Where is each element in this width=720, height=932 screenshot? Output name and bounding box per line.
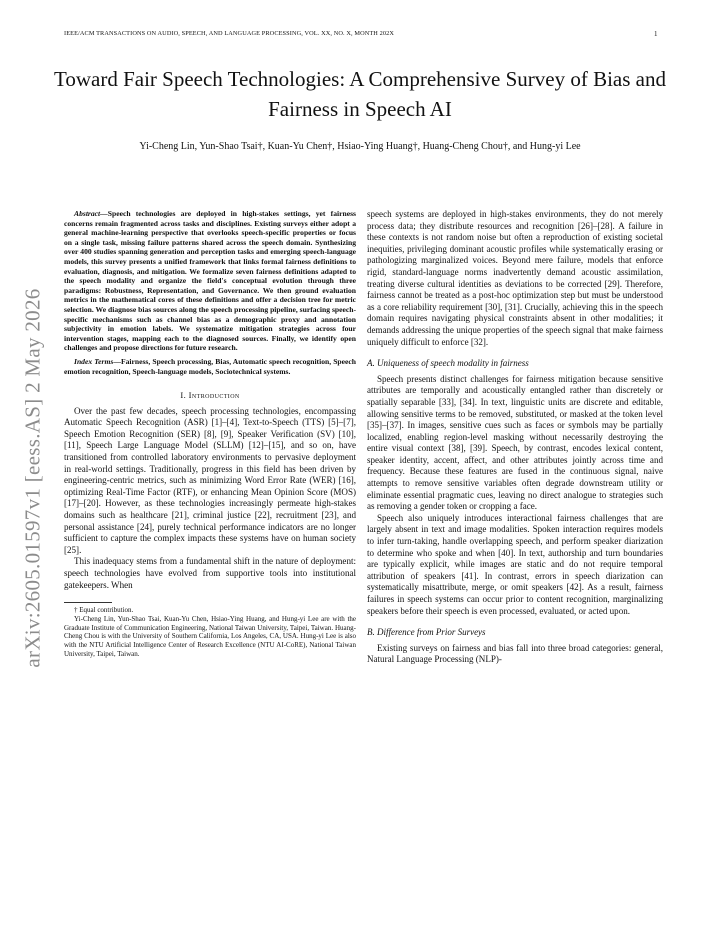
footnote-equal-contribution: † Equal contribution.	[74, 606, 134, 615]
right-column	[367, 209, 663, 666]
abstract	[64, 209, 356, 353]
intro-paragraph-2: This inadequacy stems from a fundamental shift in the nature of deployment: speech technologies have evolved from supportive tools into institutional gatekeepers. When	[64, 556, 356, 590]
running-head: IEEE/ACM TRANSACTIONS ON AUDIO, SPEECH, AND LANGUAGE PROCESSING, VOL. XX, NO. X, MONTH 202X	[64, 30, 395, 37]
abstract-text: Speech technologies are deployed in high-stakes settings, yet fairness concerns remain fragmented across tasks and disciplines. Existing surveys either adopt a general machine-learning perspective that overlooks speech-specific properties or focus on a single task, missing failure patterns shared across the speech domain. Synthesizing over 400 studies spanning generation and perception tasks and emerging speech-language models, this survey presents a unified framework that links formal fairness definitions to evaluation, diagnosis, and mitigation. We formalize seven fairness definitions adapted to the speech modality and organize the field's conceptual evolution through three paradigms: Robustness, Representation, and Governance. We then ground evaluation metrics in the mathematical cores of these definitions and offer a decision tree for metric selection. We diagnose bias sources along the speech processing pipeline, surfacing speech-specific mechanisms such as channel bias as a demographic proxy and annotation subjectivity in emotion labels. We systematize mitigation strategies across four intervention stages, mapping each to the diagnosed sources. Finally, we identify open challenges and propose directions for future research.	[64, 209, 356, 353]
subsection-heading-a: A. Uniqueness of speech modality in fairness	[367, 358, 529, 369]
subsection-a-paragraph-1: Speech presents distinct challenges for fairness mitigation because sensitive attributes are temporally and acoustically entangled rather than discretely or spatially separable [33], [34]. In text, linguistic units are discrete and editable, allowing sensitive terms to be removed, substituted, or masked at the token level [35]–[37]. In images, sensitive cues such as faces or symbols may be partially localized, enabling region-level masking without necessarily destroying the entire visual context [38], [39]. Speech, by contrast, encodes lexical content, speaker identity, accent, affect, and other attributes jointly across time and frequency. Because these features are fused in the continuous signal, naive attempts to remove sensitive variables often degrade downstream utility or eliminate essential pragmatic cues, leaving no direct analogue to strategies such as removing a gender token or cropping a face.	[367, 373, 663, 512]
index-terms-label: Index Terms—	[74, 356, 121, 366]
index-terms	[64, 357, 356, 376]
index-terms-text: Fairness, Speech processing, Bias, Automatic speech recognition, Speech emotion recognition, Speech-language models, Sociotechnical systems.	[64, 356, 356, 376]
arxiv-stamp-text: arXiv:2605.01597v1 [eess.AS] 2 May 2026	[20, 288, 45, 668]
arxiv-stamp	[21, 258, 45, 698]
abstract-label: Abstract—	[74, 209, 108, 218]
left-column	[64, 209, 356, 658]
intro-paragraph-continued: speech systems are deployed in high-stakes environments, they do not merely process data; they distribute resources and recognition [26]–[28]. A failure in these contexts is not random noise but often a reproduction of existing societal inequities, privileging dominant acoustic profiles while systematically erasing or pathologizing marginalized voices. Beyond mere failure, models that enforce rigid, standard-language norms inadvertently demand acoustic assimilation, treating diverse cultural identities as deviations to be corrected [29]. Therefore, fairness cannot be treated as a post-hoc optimization step but must be understood as a core reliability requirement [30], [31]. Crucially, achieving this in the speech domain requires navigating physical constraints absent in other modalities; it demands addressing the unique properties of the speech signal that make fairness uniquely difficult to enforce [32].	[367, 209, 663, 347]
author-list: Yi-Cheng Lin, Yun-Shao Tsai†, Kuan-Yu Chen†, Hsiao-Ying Huang†, Huang-Cheng Chou†, and Hung-yi Lee	[139, 141, 581, 152]
page-number: 1	[654, 30, 658, 38]
footnote-affiliations: Yi-Cheng Lin, Yun-Shao Tsai, Kuan-Yu Chen, Hsiao-Ying Huang, and Hung-yi Lee are with the Graduate Institute of Communication Engineering, National Taiwan University, Taipei, Taiwan. Huang-Cheng Chou is with the University of Southern California, Los Angeles, CA, USA. Hung-yi Lee is also with the NTU Artificial Intelligence Center of Research Excellence (NTU AI-CoRE), National Taiwan University, Taipei, Taiwan.	[64, 614, 356, 658]
intro-paragraph-1: Over the past few decades, speech processing technologies, encompassing Automatic Speech Recognition (ASR) [1]–[4], Text-to-Speech (TTS) [5]–[7], Speech Emotion Recognition (SER) [8], [9], Speaker Verification (SV) [10], [11], Speech Large Language Model (SLLM) [12]–[15], and so on, have transitioned from controlled laboratory environments to pervasive deployment in real-world settings. Traditionally, progress in this field has been driven by engineering-centric metrics, such as minimizing Word Error Rate (WER) [16], optimizing Real-Time Factor (RTF), or enhancing Mean Opinion Score (MOS) [17]–[20]. However, as these technologies increasingly permeate high-stakes domains such as healthcare [21], criminal justice [22], recruitment [23], and personal assistance [24], purely technical performance indicators are no longer sufficient to capture the complex impacts these systems have on human society [25].	[64, 405, 356, 555]
footnote-rule	[64, 602, 112, 603]
paper-title: Toward Fair Speech Technologies: A Comprehensive Survey of Bias and Fairness in Speech AI	[54, 67, 666, 121]
subsection-a-paragraph-2: Speech also uniquely introduces interactional fairness challenges that are largely absent in text and image modalities. Spoken interaction requires models to infer turn-taking, handle overlapping speech, and perform speaker diarization to determine who spoke and when [40]. In text, authorship and turn boundaries are typically explicit, while images are static and do not require temporal attribution of speakers [41]. In contrast, errors in speech diarization can systematically misattribute, merge, or omit speakers [42]. As a result, fairness failures in speech systems can occur prior to content recognition, marginalizing speakers before their speech is even processed, evaluated, or acted upon.	[367, 512, 663, 616]
section-heading-introduction: I. Introduction	[180, 390, 240, 401]
subsection-heading-b: B. Difference from Prior Surveys	[367, 627, 486, 638]
subsection-b-paragraph-1: Existing surveys on fairness and bias fall into three broad categories: general, Natural Language Processing (NLP)-	[367, 642, 663, 665]
